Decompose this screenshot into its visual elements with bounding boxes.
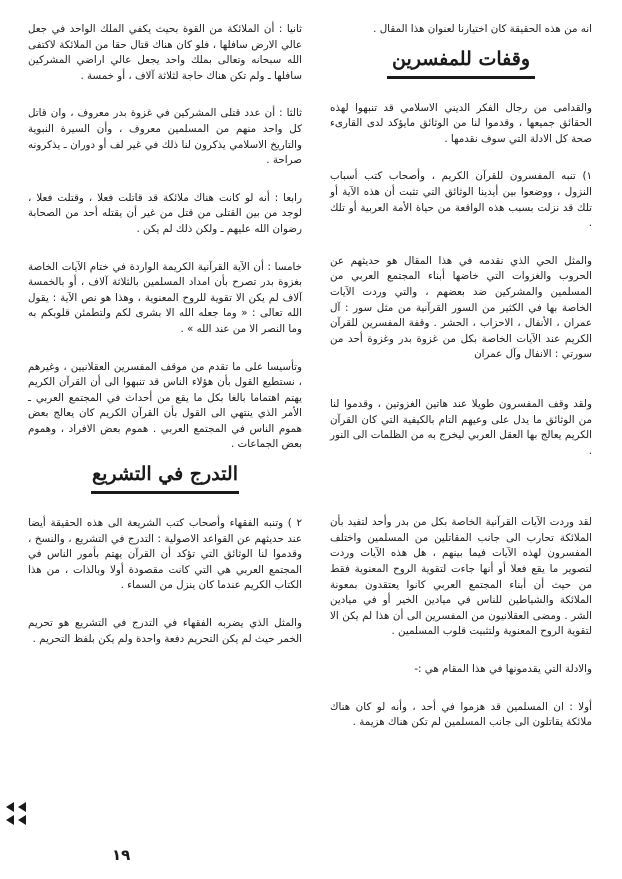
paragraph: والمثل الذي يضربه الفقهاء في التدرج في التشريع هو تحريم الخمر حيث لم يكن التحريم دفعة واحدة ولم يكن بلفظ التحريم .: [28, 617, 302, 645]
paragraph: أولا : ان المسلمين قد هزموا في أحد ، وأنه لو كان هناك ملائكة يقاتلون الى جانب المسلمين لم تكن هناك هزيمة .: [330, 700, 592, 729]
paragraph: ولقد وقف المفسرون طويلا عند هاتين الغزوتين ، وقدموا لنا من الوثائق ما يدل على وعيهم التام بالكيفية التي كان القرآن الكريم يعالج بها العقل العربي ليخرج به من الظلمات الى النور .: [330, 397, 592, 457]
arrow-left-icon: [6, 802, 14, 812]
paragraph: ٢ ) وتنبه الفقهاء وأصحاب كتب الشريعة الى هذه الحقيقة أيضا عند حديثهم عن القواعد الاصولية : التدرج في التشريع ، والنسخ ، وقدموا لنا الوثائق التي تؤكد أن القرآن يهتم بأمور الناس في المجتمع العربي هي التي كانت مقصودة أولا وبالذات ، من هذا الكتاب الكريم عندما كان ينزل من السماء .: [28, 517, 302, 592]
right-column: [330, 22, 592, 731]
section-heading-gradual-legislation: التدرج في التشريع: [92, 463, 238, 486]
paragraph: وتأسيسا على ما تقدم من موقف المفسرين العقلانيين ، وغيرهم ، نستطيع القول بأن هؤلاء الناس قد تنبهوا الى أن القرآن الكريم يهتم اهتماما بالغا بكل ما يقع من أحداث في المجتمع العربي ـ الأمر الذي ينتهي الى القول بأن القرآن الكريم كان يعالج بعض هموم الناس في المجتمع العربي . هموم بعض الافراد ، وهموم بعض الجماعات .: [28, 360, 302, 451]
paragraph: لقد وردت الآيات القرآنية الخاصة بكل من بدر وأحد لتفيد بأن الملائكة تحارب الى جانب المقاتلين من المسلمين واختلف المفسرون لهذه الآيات فيما بينهم ، هل هذه الآيات وردت لتصوير ما يقع فعلا أو أنها جاءت لتقوية الروح المعنوية فقط من حيث أن أبناء المجتمع العربي كانوا يعتقدون بمعونة الملائكة والشياطين للناس في ميادين الخير أو في ميادين الشر . ومضى العقلانيون من المفسرين الى أن هذا لم يكن الا لتقوية الروح المعنوية ولتثبيت قلوب المسلمين .: [330, 516, 592, 638]
paragraph: رابعا : أنه لو كانت هناك ملائكة قد قاتلت فعلا ، وقتلت فعلا ، لوجد من بين القتلى من قتل من غير أن يقتله أحد من الصحابة رضوان الله عليهم ـ ولكن ذلك لم يكن .: [28, 191, 302, 235]
triangle-arrows-icon[interactable]: [4, 800, 30, 826]
left-column: [28, 22, 302, 647]
paragraph: والقدامى من رجال الفكر الديني الاسلامي قد تنبهوا لهذه الحقائق جميعها ، وقدموا لنا من الوثائق مايؤكد لدى القارىء صحة كل الادلة التي سوف نقدمها .: [330, 101, 592, 145]
page-number: ١٩: [112, 846, 131, 864]
intro-line: انه من هذه الحقيقة كان اختيارنا لعنوان هذا المقال .: [373, 23, 592, 35]
paragraph: ثانيا : أن الملائكة من القوة بحيث يكفي الملك الواحد في جعل عالي الارض سافلها ، فلو كان هناك قتال حقا من الملائكة لاكتفى الله سبحانه وتعالى بملك واحد يجعل عالي اراضي المشركين سافلها ـ ولم تكن هناك حاجة لثلاثة آلاف ، أو خمسة .: [28, 23, 302, 82]
paragraph: والمثل الحي الذي نقدمه في هذا المقال هو حديثهم عن الحروب والغزوات التي خاضها أبناء المجتمع العربي من المسلمين والمشركين ضد بعضهم ، والتي وردت الآيات الخاصة بها في الكثير من السور القرآنية من مثل سور : آل عمران ، الأنفال ، الاحزاب ، الحشر . وقفة المفسرين للقرآن الكريم عند الآيات الخاصة بكل من غزوة بدر وغزوة أحد من سورتي : الانفال وآل عمران: [330, 254, 592, 361]
section-heading-commentators: وقفات للمفسرين: [391, 47, 531, 70]
arrow-left-icon: [6, 815, 14, 825]
paragraph: والادلة التي يقدمونها في هذا المقام هي :-: [414, 663, 592, 676]
paragraph: ثالثا : أن عدد قتلى المشركين في غزوة بدر معروف ، وان قاتل كل واحد منهم من المسلمين معروف ، وأن السيرة النبوية والتاريخ الاسلامي يذكرون لنا ذلك في غير لف أو دوران ـ يذكرونه صراحة .: [28, 107, 302, 167]
arrow-left-icon: [18, 815, 26, 825]
paragraph: ١) تنبه المفسرون للقرآن الكريم ، وأصحاب كتب أسباب النزول ، ووضعوا بين أيدينا الوثائق التي تثبت أن هذه الآية أو تلك قد نزلت بسبب هذه الواقعة من حياة الأمة العربية أو تلك .: [330, 170, 592, 230]
paragraph: خامسا : أن الآية القرآنية الكريمة الواردة في ختام الآيات الخاصة بغزوة بدر تصرح بأن امداد المسلمين بالثلاثة آلاف ، أو بالخمسة آلاف لم يكن الا تقوية للروح المعنوية ، وهذا هو نص الآية : يقول الله تعالى : « وما جعله الله الا بشرى لكم ولتطمئن قلوبكم به وما النصر الا من عند الله » .: [28, 260, 302, 335]
arrow-left-icon: [18, 802, 26, 812]
